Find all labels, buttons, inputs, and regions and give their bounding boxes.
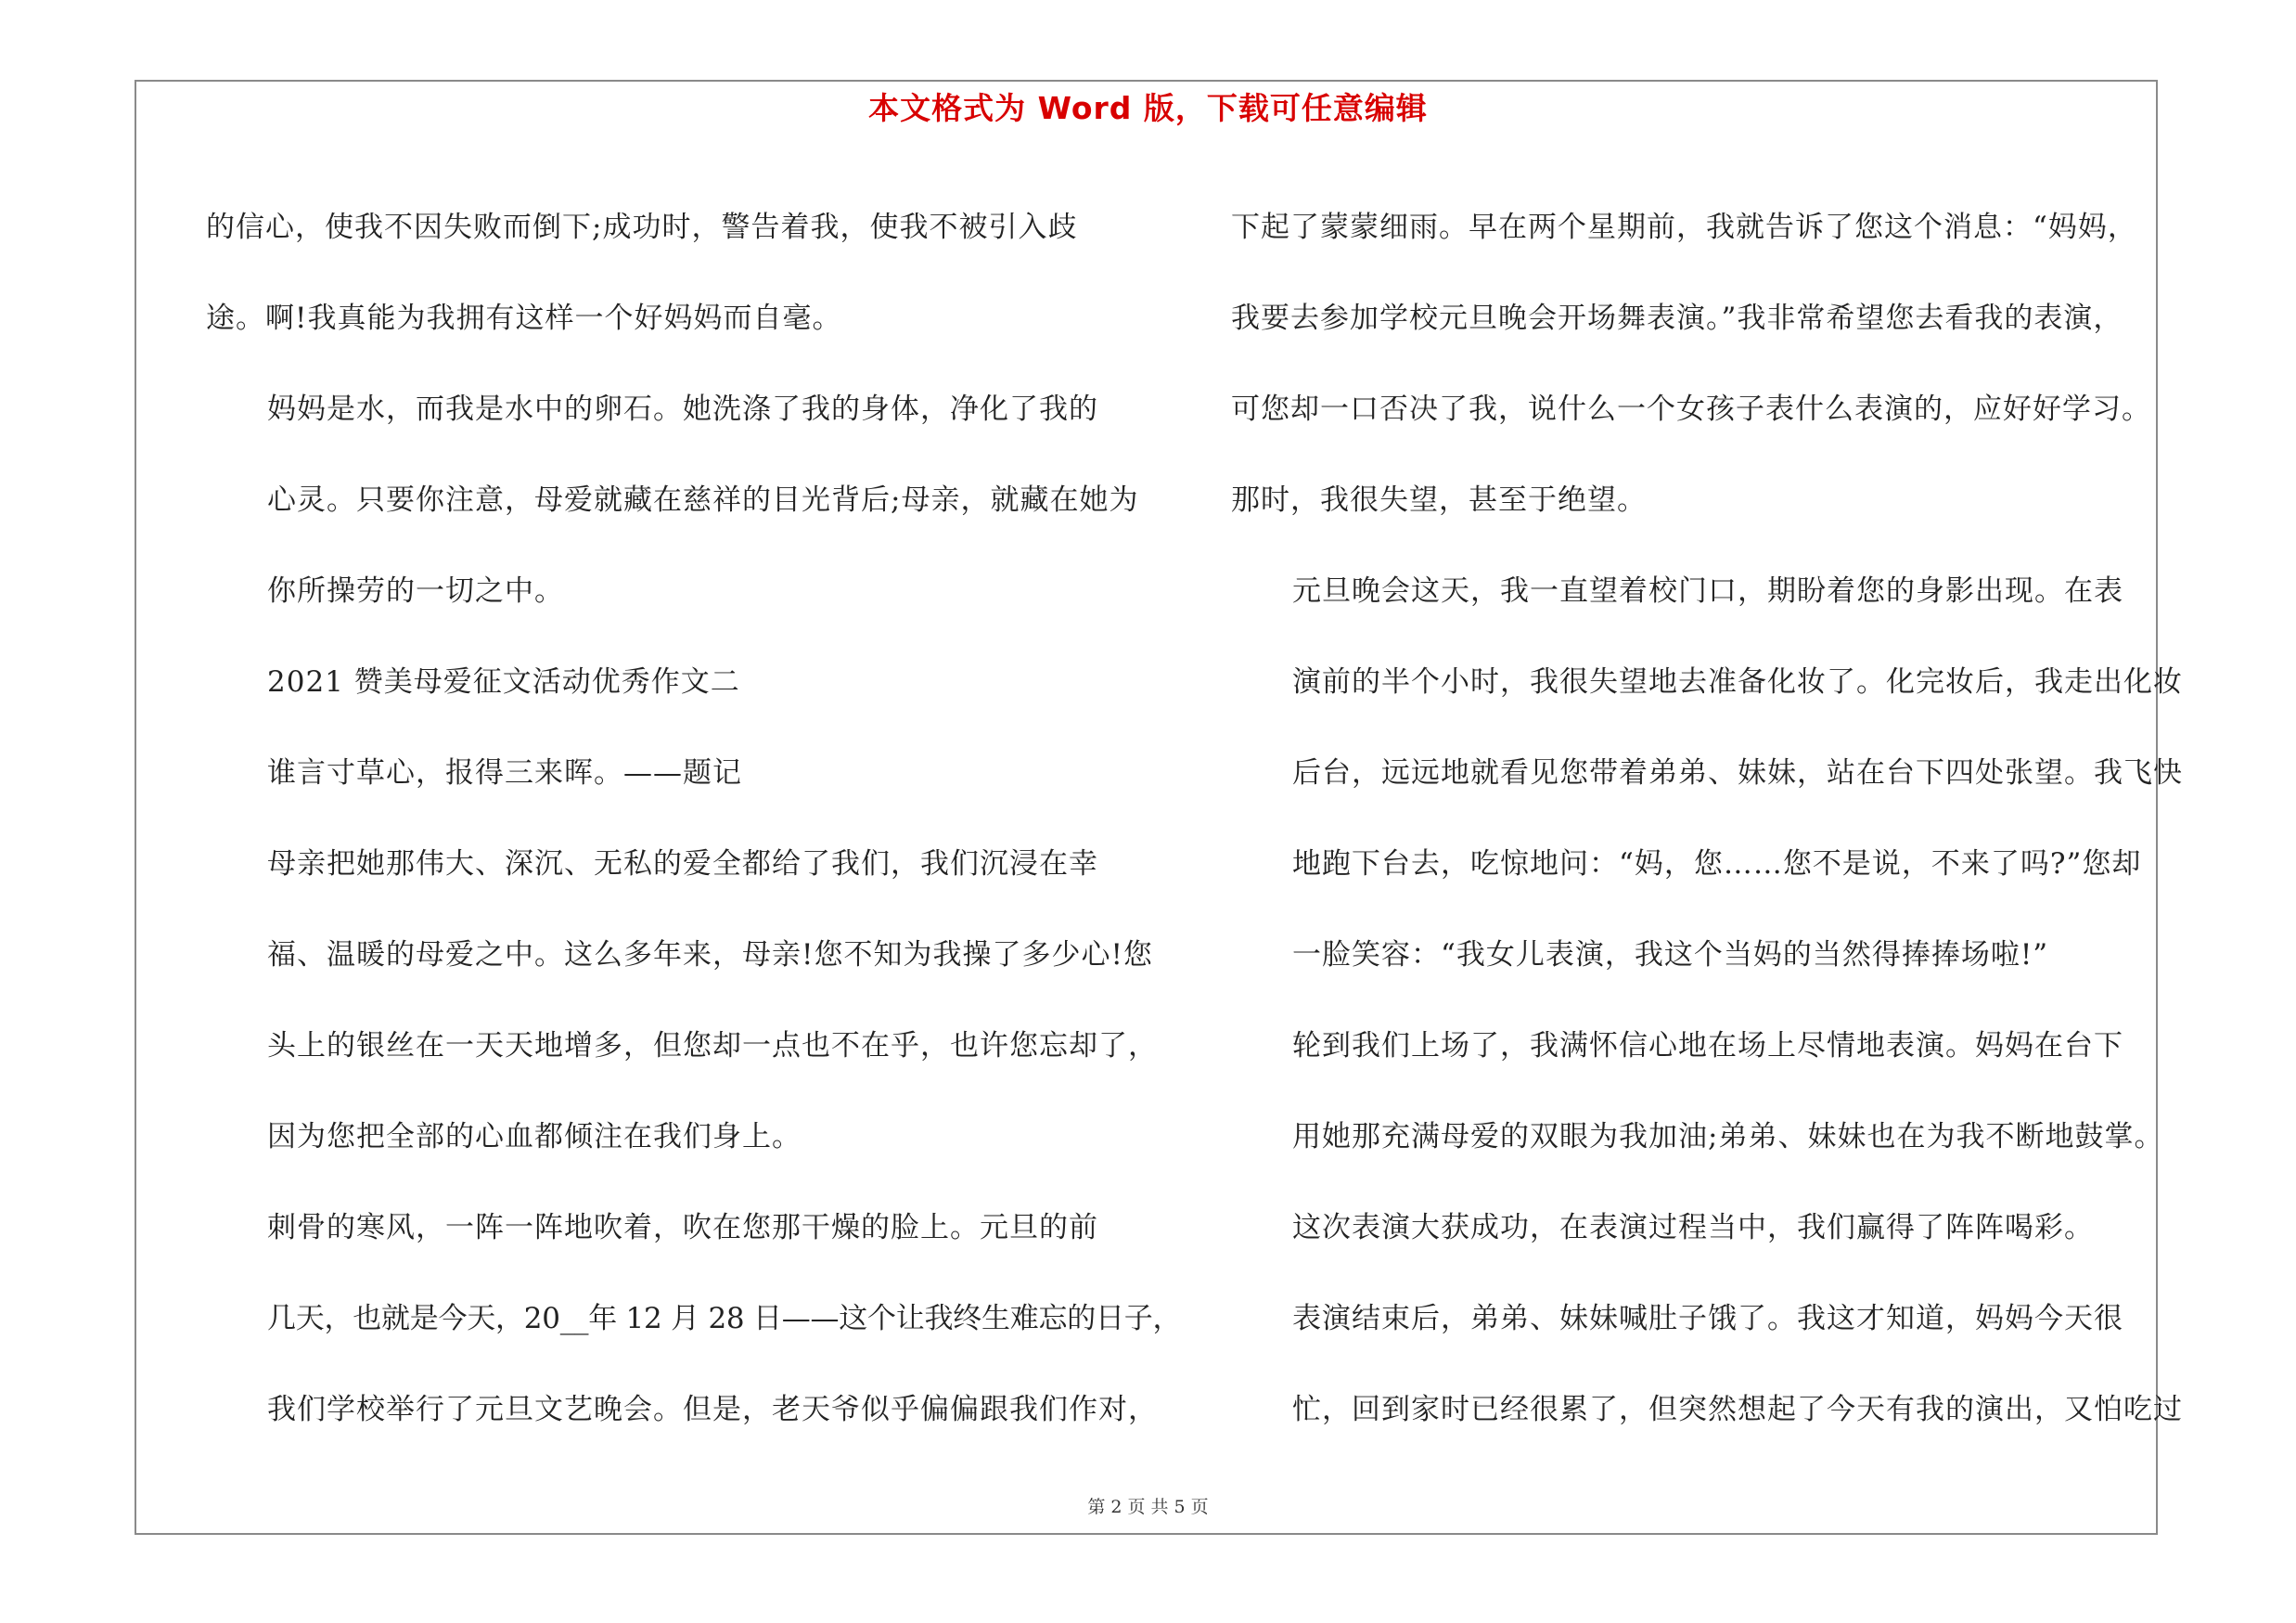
text-line: 2021 赞美母爱征文活动优秀作文二 [267,665,740,699]
text-line: 演前的半个小时，我很失望地去准备化妆了。化完妆后，我走出化妆 [1292,665,2183,699]
text-line: 那时，我很失望，甚至于绝望。 [1231,483,1647,517]
text-line: 表演结束后，弟弟、妹妹喊肚子饿了。我这才知道，妈妈今天很 [1292,1302,2123,1335]
text-line: 的信心，使我不因失败而倒下;成功时，警告着我，使我不被引入歧 [206,211,1078,244]
paragraph [206,818,1180,1182]
text-line: 福、温暖的母爱之中。这么多年来，母亲!您不知为我操了多少心!您 [267,938,1153,972]
text-line: 途。啊!我真能为我拥有这样一个好妈妈而自毫。 [206,302,842,335]
text-line: 忙，回到家时已经很累了，但突然想起了今天有我的演出，又怕吃过 [1292,1393,2183,1426]
text-line: 元旦晚会这天，我一直望着校门口，期盼着您的身影出现。在表 [1292,574,2123,608]
paragraph [206,728,1180,818]
text-line: 下起了蒙蒙细雨。早在两个星期前，我就告诉了您这个消息：“妈妈， [1231,211,2137,244]
text-line: 轮到我们上场了，我满怀信心地在场上尽情地表演。妈妈在台下 [1292,1029,2123,1063]
text-line: 一脸笑容：“我女儿表演，我这个当妈的当然得捧捧场啦!” [1292,938,2049,972]
left-column [206,182,1180,1455]
page-indicator: 第 2 页 共 5 页 [1087,1497,1209,1517]
text-line: 后台，远远地就看见您带着弟弟、妹妹，站在台下四处张望。我飞快 [1292,756,2183,790]
text-line: 几天，也就是今天，20__年 12 月 28 日——这个让我终生难忘的日子， [267,1302,1182,1335]
paragraph [206,182,1180,364]
text-line: 这次表演大获成功，在表演过程当中，我们赢得了阵阵喝彩。 [1292,1211,2094,1244]
edit-notice-banner: 本文格式为 Word 版，下载可任意编辑 [868,90,1428,126]
text-line: 可您却一口否决了我，说什么一个女孩子表什么表演的，应好好学习。 [1231,393,2151,426]
text-line: 你所操劳的一切之中。 [267,574,564,608]
text-line: 谁言寸草心，报得三来晖。——题记 [267,756,742,790]
text-line: 心灵。只要你注意，母爱就藏在慈祥的目光背后;母亲，就藏在她为 [267,483,1139,517]
text-line: 刺骨的寒风，一阵一阵地吹着，吹在您那干燥的脸上。元旦的前 [267,1211,1098,1244]
text-line: 我们学校举行了元旦文艺晚会。但是，老天爷似乎偏偏跟我们作对， [267,1393,1158,1426]
text-line: 母亲把她那伟大、深沉、无私的爱全都给了我们，我们沉浸在幸 [267,847,1098,881]
paragraph [206,637,1180,728]
text-line: 用她那充满母爱的双眼为我加油;弟弟、妹妹也在为我不断地鼓掌。 [1292,1120,2164,1153]
paragraph [1231,1000,2214,1273]
paragraph [1231,1273,2214,1455]
paragraph [206,1182,1180,1455]
paragraph [206,364,1180,637]
paragraph [1231,546,2214,1000]
text-line: 因为您把全部的心血都倾注在我们身上。 [267,1120,802,1153]
text-line: 我要去参加学校元旦晚会开场舞表演。”我非常希望您去看我的表演， [1231,302,2123,335]
paragraph [1231,182,2214,546]
text-line: 地跑下台去，吃惊地问：“妈，您……您不是说，不来了吗?”您却 [1292,847,2142,881]
right-column [1231,182,2214,1455]
text-line: 头上的银丝在一天天地增多，但您却一点也不在乎，也许您忘却了， [267,1029,1158,1063]
text-line: 妈妈是水，而我是水中的卵石。她洗涤了我的身体，净化了我的 [267,393,1098,426]
